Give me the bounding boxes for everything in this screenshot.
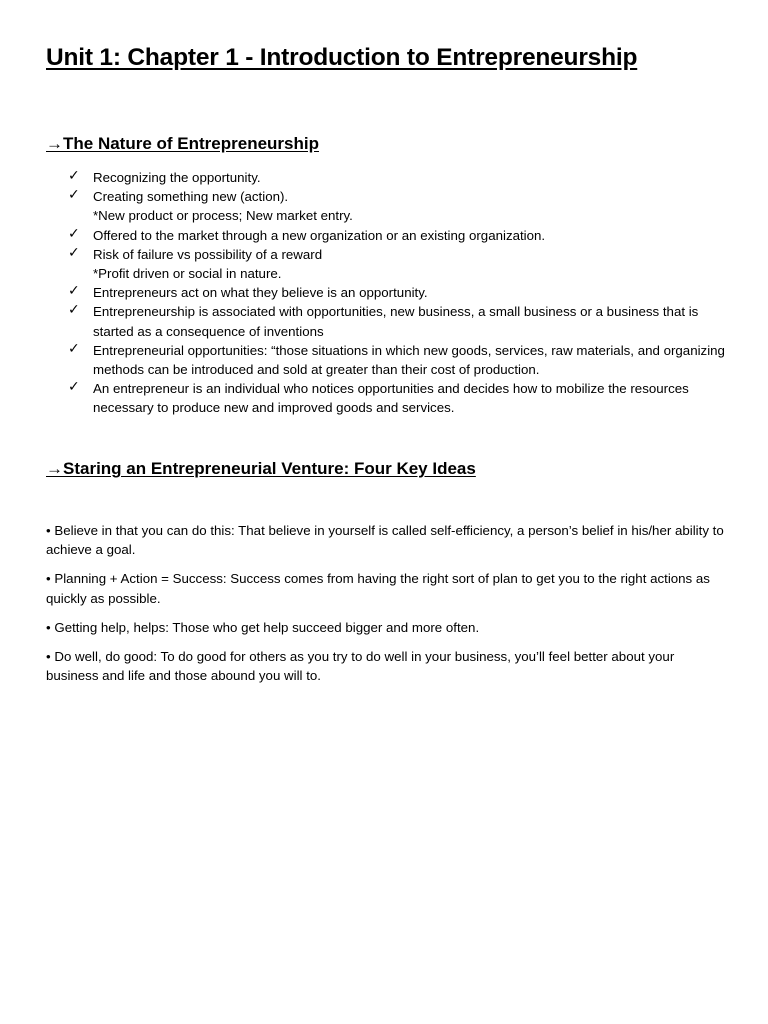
- list-item-text: Risk of failure vs possibility of a reward: [93, 246, 323, 262]
- list-item-note: *New product or process; New market entry.: [93, 208, 353, 224]
- checkmark-icon: ✓: [68, 225, 80, 242]
- section-heading-key-ideas: [46, 459, 476, 479]
- nature-checklist: [68, 168, 728, 418]
- arrow-icon: →: [46, 459, 63, 478]
- list-item: [68, 245, 728, 283]
- list-item-text: Recognizing the opportunity.: [93, 170, 261, 185]
- section-heading-text: The Nature of Entrepreneurship: [63, 134, 319, 153]
- section-heading-text: Staring an Entrepreneurial Venture: Four Key Ideas: [63, 459, 476, 478]
- list-item: [68, 302, 728, 340]
- list-item-text: Entrepreneurs act on what they believe is an opportunity.: [93, 285, 428, 301]
- list-item: [68, 379, 728, 417]
- list-item: [68, 341, 728, 379]
- checkmark-icon: ✓: [68, 379, 80, 396]
- section-heading-nature: [46, 134, 319, 154]
- list-item: [68, 226, 728, 245]
- key-ideas-list: [46, 521, 726, 695]
- list-item-text: Entrepreneurial opportunities: “those situations in which new goods, services, raw materials, and organizing methods can be introduced and sold at greater than their cost of production.: [93, 342, 725, 378]
- list-item-text: Offered to the market through a new organization or an existing organization.: [93, 227, 546, 243]
- list-item-text: Creating something new (action).: [93, 189, 289, 205]
- list-item-note: *Profit driven or social in nature.: [93, 266, 282, 282]
- checkmark-icon: ✓: [68, 244, 80, 261]
- checkmark-icon: ✓: [68, 302, 80, 319]
- bullet-paragraph: • Getting help, helps: Those who get help succeed bigger and more often.: [46, 619, 480, 635]
- checkmark-icon: ✓: [68, 187, 80, 204]
- list-item-text: An entrepreneur is an individual who notices opportunities and decides how to mobilize the resources necessary to produce new and improved goods and services.: [93, 381, 689, 416]
- checkmark-icon: ✓: [68, 283, 80, 300]
- bullet-paragraph: • Planning + Action = Success: Success comes from having the right sort of plan to get you to the right actions as quickly as possible.: [46, 571, 710, 606]
- list-item: [68, 168, 728, 187]
- list-item: [68, 187, 728, 225]
- list-item: [68, 283, 728, 302]
- bullet-paragraph: • Do well, do good: To do good for others as you try to do well in your business, you’ll feel better about your business and life and those abound you will to.: [46, 648, 675, 683]
- bullet-paragraph: • Believe in that you can do this: That believe in yourself is called self-efficiency, a person’s belief in his/her ability to achieve a goal.: [46, 523, 724, 558]
- checkmark-icon: ✓: [68, 340, 80, 357]
- checkmark-icon: ✓: [68, 168, 80, 184]
- arrow-icon: →: [46, 134, 63, 153]
- page-title: Unit 1: Chapter 1 - Introduction to Entrepreneurship: [46, 44, 638, 71]
- list-item-text: Entrepreneurship is associated with opportunities, new business, a small business or a business that is started as a consequence of inventions: [93, 304, 699, 339]
